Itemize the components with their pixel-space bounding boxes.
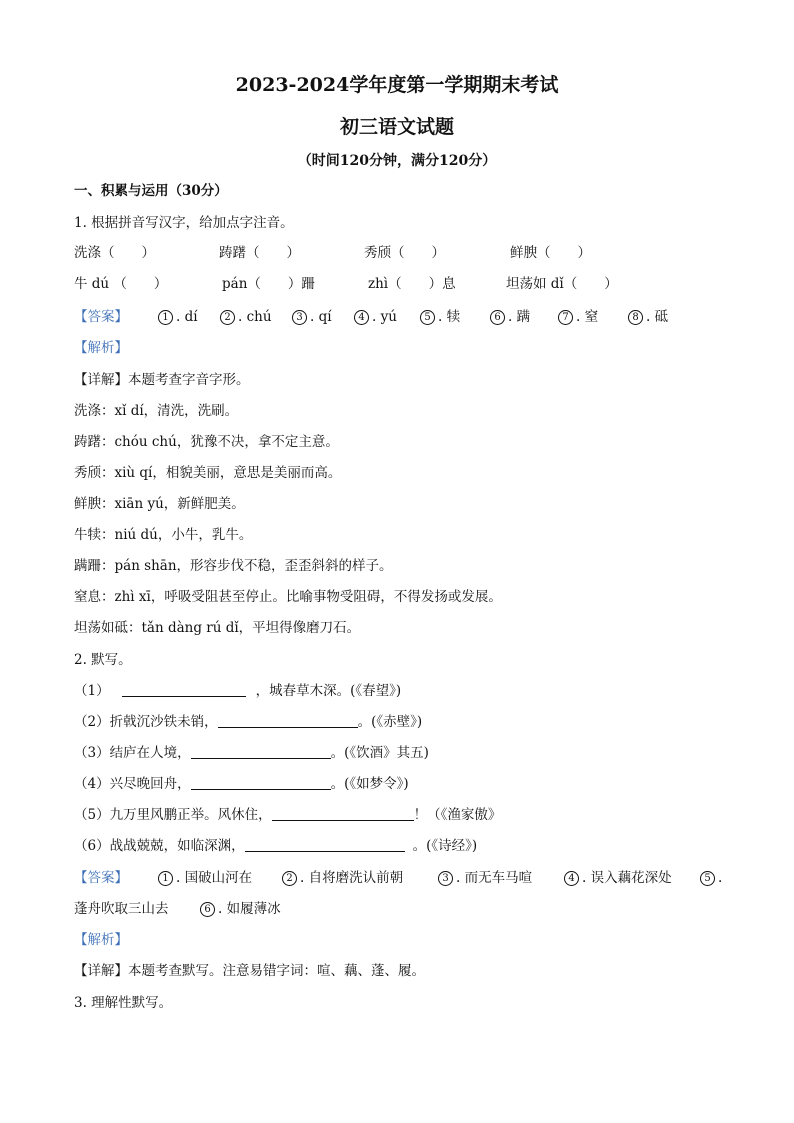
answer-item <box>292 308 332 326</box>
recite-source: 。(《诗经》) <box>412 838 478 854</box>
answer-text: . 窒 <box>576 309 599 325</box>
note-line: 鲜腴：xiān yú，新鲜肥美。 <box>74 496 245 512</box>
exam-subtitle: 初三语文试题 <box>339 116 454 138</box>
answer-blank[interactable] <box>191 745 331 759</box>
recite-item <box>74 713 422 731</box>
answer-text: . <box>718 870 723 886</box>
q1-row-1 <box>74 244 714 262</box>
recite-prefix: （2）折戟沉沙铁未销， <box>74 714 218 730</box>
answer-text: . dí <box>176 309 198 325</box>
recite-source: 。(《如梦令》) <box>330 776 409 792</box>
answer-number: 6 <box>200 902 215 917</box>
answer-text: . 而无车马喧 <box>456 870 533 886</box>
answer-text: . 国破山河在 <box>176 870 253 886</box>
recite-item <box>74 744 429 762</box>
recite-prefix: （3）结庐在人境， <box>74 745 191 761</box>
q1-item: zhì（ ）息 <box>368 276 456 292</box>
note-line: 蹒跚：pán shān，形容步伐不稳，歪歪斜斜的样子。 <box>74 558 393 574</box>
q2-answer-line <box>74 869 723 887</box>
answer-number: 8 <box>628 310 643 325</box>
q1-item: 踌躇（ ） <box>219 245 300 261</box>
note-line: 窒息：zhì xī，呼吸受阻甚至停止。比喻事物受阻碍，不得发扬或发展。 <box>74 589 502 605</box>
answer-item <box>628 308 668 326</box>
q2-answer-line-2 <box>74 900 714 918</box>
answer-item <box>220 308 272 326</box>
answer-number: 1 <box>158 871 173 886</box>
answer-number: 5 <box>420 310 435 325</box>
answer-text: . 砥 <box>646 309 669 325</box>
detail-line: 【详解】本题考查字音字形。 <box>74 372 250 388</box>
answer-number: 1 <box>158 310 173 325</box>
answer-number: 4 <box>564 871 579 886</box>
answer-number: 2 <box>282 871 297 886</box>
recite-source: ！（《渔家傲》 <box>413 807 502 823</box>
answer-text: . 犊 <box>438 309 461 325</box>
answer-item <box>354 308 397 326</box>
answer-text: . chú <box>238 309 272 325</box>
q1-item: 坦荡如 dǐ（ ） <box>506 276 618 292</box>
answer-text: . yú <box>372 309 397 325</box>
answer-item <box>564 869 672 887</box>
answer-item <box>558 308 598 326</box>
recite-prefix: （4）兴尽晚回舟， <box>74 776 191 792</box>
recite-prefix: （5）九万里风鹏正举。风休住， <box>74 807 272 823</box>
answer-number: 3 <box>438 871 453 886</box>
note-line: 秀颀：xiù qí，相貌美丽，意思是美丽而高。 <box>74 465 342 481</box>
q1-item: 秀颀（ ） <box>364 245 445 261</box>
answer-item <box>700 869 722 887</box>
answer-item <box>200 900 281 918</box>
recite-item <box>74 806 501 824</box>
q1-answer-line <box>74 308 714 326</box>
answer-item <box>158 869 252 887</box>
section-heading: 一、积累与运用（30分） <box>74 183 228 199</box>
answer-item <box>420 308 460 326</box>
answer-item <box>490 308 530 326</box>
answer-number: 4 <box>354 310 369 325</box>
answer-blank[interactable] <box>245 838 405 852</box>
analysis-tag: 【解析】 <box>74 340 128 356</box>
answer-blank[interactable] <box>122 683 246 697</box>
answer-blank[interactable] <box>272 807 414 821</box>
recite-source: ，城春草木深。(《春望》) <box>255 683 402 699</box>
answer-blank[interactable] <box>218 714 358 728</box>
answer-tag: 【答案】 <box>74 309 128 325</box>
answer-number: 7 <box>558 310 573 325</box>
exam-title: 2023-2024学年度第一学期期末考试 <box>235 74 559 96</box>
q1-item: pán（ ）跚 <box>222 276 315 292</box>
q1-item: 牛 dú （ ） <box>74 276 168 292</box>
answer-number: 5 <box>700 871 715 886</box>
answer-item <box>438 869 532 887</box>
note-line: 坦荡如砥：tǎn dàng rú dǐ，平坦得像磨刀石。 <box>74 620 361 636</box>
answer-text: . 误入藕花深处 <box>582 870 672 886</box>
q1-prompt: 1. 根据拼音写汉字，给加点字注音。 <box>74 215 294 231</box>
recite-source: 。(《赤壁》) <box>357 714 423 730</box>
q3-prompt: 3. 理解性默写。 <box>74 995 173 1011</box>
time-note: （时间120分钟，满分120分） <box>297 153 497 169</box>
answer-number: 6 <box>490 310 505 325</box>
answer-item <box>158 308 198 326</box>
recite-prefix: （6）战战兢兢，如临深渊， <box>74 838 245 854</box>
answer-text: 蓬舟吹取三山去 <box>74 901 169 917</box>
answer-tag: 【答案】 <box>74 870 128 886</box>
answer-number: 2 <box>220 310 235 325</box>
note-line: 洗涤：xǐ dí，清洗，洗刷。 <box>74 403 239 419</box>
detail-line: 【详解】本题考查默写。注意易错字词：喧、藕、蓬、履。 <box>74 963 425 979</box>
answer-number: 3 <box>292 310 307 325</box>
answer-blank[interactable] <box>191 776 331 790</box>
answer-text: . 自将磨洗认前朝 <box>300 870 404 886</box>
note-line: 牛犊：niú dú，小牛，乳牛。 <box>74 527 253 543</box>
answer-text: . 蹒 <box>508 309 531 325</box>
q1-item: 洗涤（ ） <box>74 245 155 261</box>
q1-item: 鲜腴（ ） <box>510 245 591 261</box>
recite-prefix: （1） <box>74 683 110 699</box>
q2-prompt: 2. 默写。 <box>74 652 132 668</box>
recite-item <box>74 775 409 793</box>
note-line: 踌躇：chóu chú，犹豫不决，拿不定主意。 <box>74 434 339 450</box>
recite-source: 。(《饮酒》其五) <box>330 745 429 761</box>
answer-text: . qí <box>310 309 332 325</box>
analysis-tag: 【解析】 <box>74 932 128 948</box>
recite-item <box>74 837 477 855</box>
recite-item <box>74 682 401 700</box>
q1-row-2 <box>74 275 714 293</box>
answer-text: . 如履薄冰 <box>218 901 281 917</box>
answer-item <box>282 869 403 887</box>
